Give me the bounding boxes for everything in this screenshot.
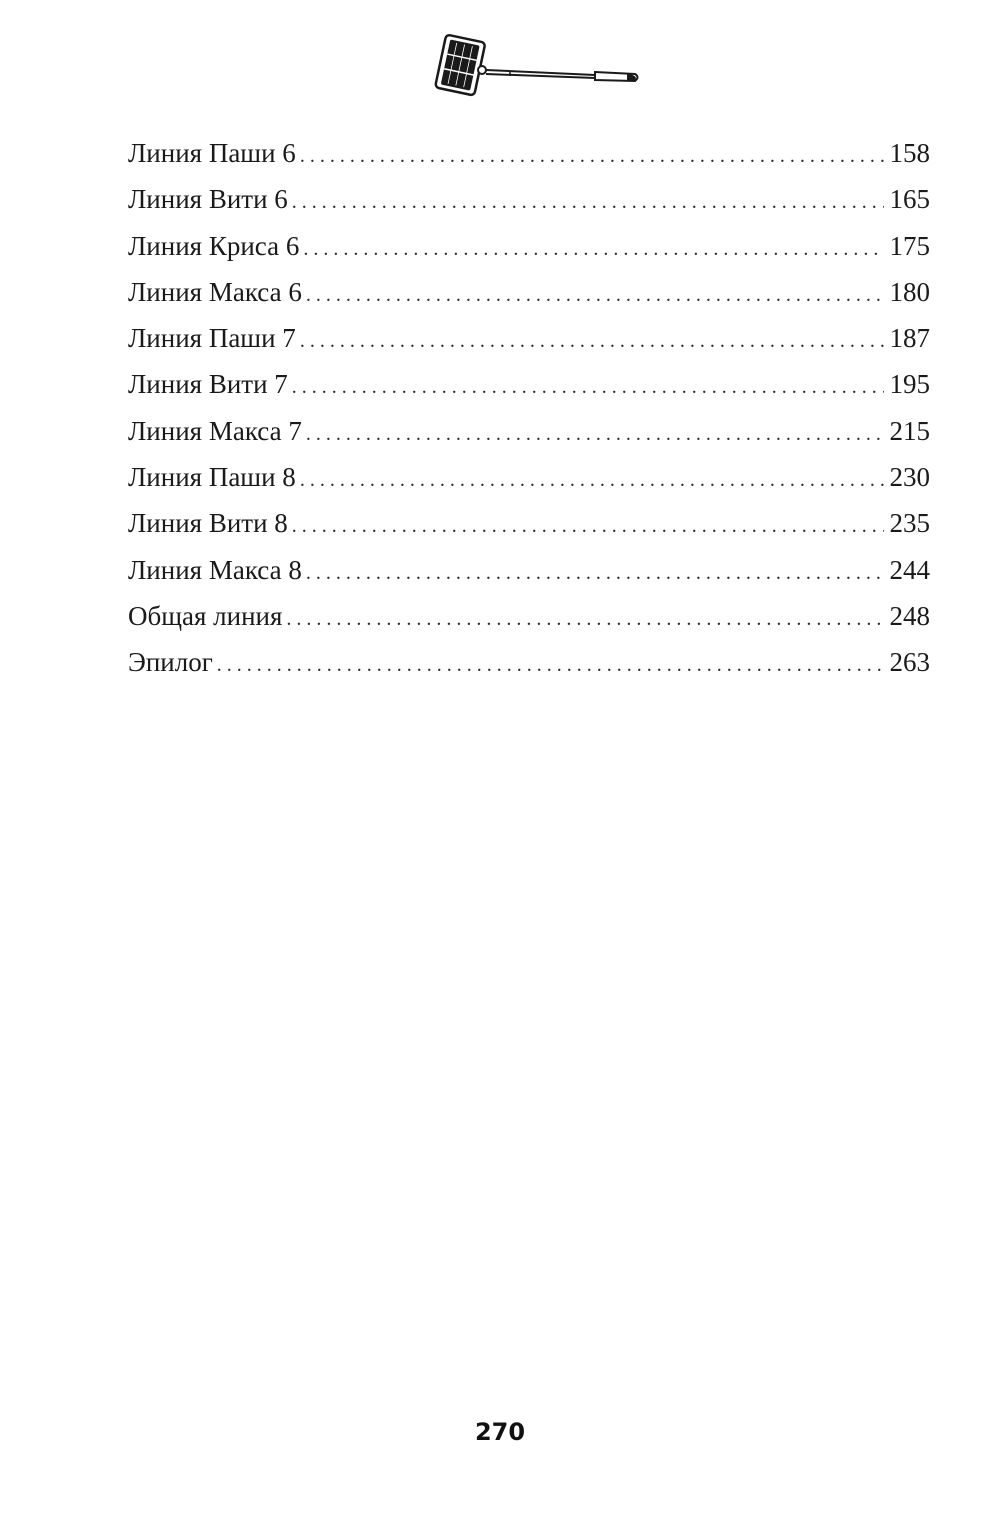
toc-entry — [128, 223, 930, 269]
page-number: 270 — [474, 1418, 526, 1446]
toc-dot-leader — [300, 454, 884, 503]
toc-entry-title: Линия Вити 8 — [128, 508, 288, 539]
toc-entry-title: Линия Макса 8 — [128, 554, 302, 585]
toc-dot-leader — [292, 176, 884, 225]
toc-entry — [128, 315, 930, 361]
toc-entry-title: Линия Паши 6 — [128, 138, 296, 168]
toc-entry — [128, 547, 930, 593]
toc-entry-title: Линия Паши 7 — [128, 323, 296, 354]
toc-entry — [128, 639, 930, 685]
toc-entry-page: 244 — [889, 554, 930, 585]
toc-entry-page: 263 — [889, 647, 930, 678]
toc-entry-page: 215 — [889, 415, 930, 446]
toc-dot-leader — [303, 223, 883, 272]
toc-entry — [128, 130, 930, 176]
toc-entry — [128, 408, 930, 454]
toc-entry-page: 187 — [889, 323, 930, 354]
toc-entry-title: Линия Макса 7 — [128, 415, 302, 446]
toc-entry-title: Общая линия — [128, 600, 283, 631]
toc-dot-leader — [286, 593, 883, 642]
toc-entry-title: Линия Криса 6 — [128, 230, 300, 261]
toc-entry — [128, 593, 930, 639]
toc-entry — [128, 454, 930, 500]
toc-entry-title: Линия Вити 6 — [128, 184, 288, 215]
toc-dot-leader — [306, 547, 884, 596]
toc-dot-leader — [292, 361, 884, 410]
toc-dot-leader — [300, 130, 884, 179]
toc-entry-page: 235 — [889, 508, 930, 539]
toc-entry — [128, 361, 930, 407]
toc-entry — [128, 176, 930, 222]
toc-entry-title: Эпилог — [128, 647, 213, 678]
toc-dot-leader — [292, 500, 884, 549]
selfie-stick-icon — [430, 30, 645, 102]
toc-entry-page: 195 — [889, 369, 930, 400]
toc-entry-title: Линия Макса 6 — [128, 276, 302, 307]
toc-entry-page: 165 — [889, 184, 930, 215]
toc-entry-page: 180 — [889, 276, 930, 307]
toc-dot-leader — [306, 269, 884, 318]
toc-entry-page: 248 — [889, 600, 930, 631]
table-of-contents — [128, 130, 930, 686]
toc-entry — [128, 269, 930, 315]
toc-entry-page: 175 — [889, 230, 930, 261]
toc-entry-page: 158 — [889, 138, 930, 168]
toc-entry-title: Линия Вити 7 — [128, 369, 288, 400]
toc-entry-title: Линия Паши 8 — [128, 462, 296, 493]
toc-entry — [128, 500, 930, 546]
toc-dot-leader — [306, 408, 884, 457]
toc-entry-page: 230 — [889, 462, 930, 493]
toc-dot-leader — [217, 639, 884, 688]
toc-dot-leader — [300, 315, 884, 364]
